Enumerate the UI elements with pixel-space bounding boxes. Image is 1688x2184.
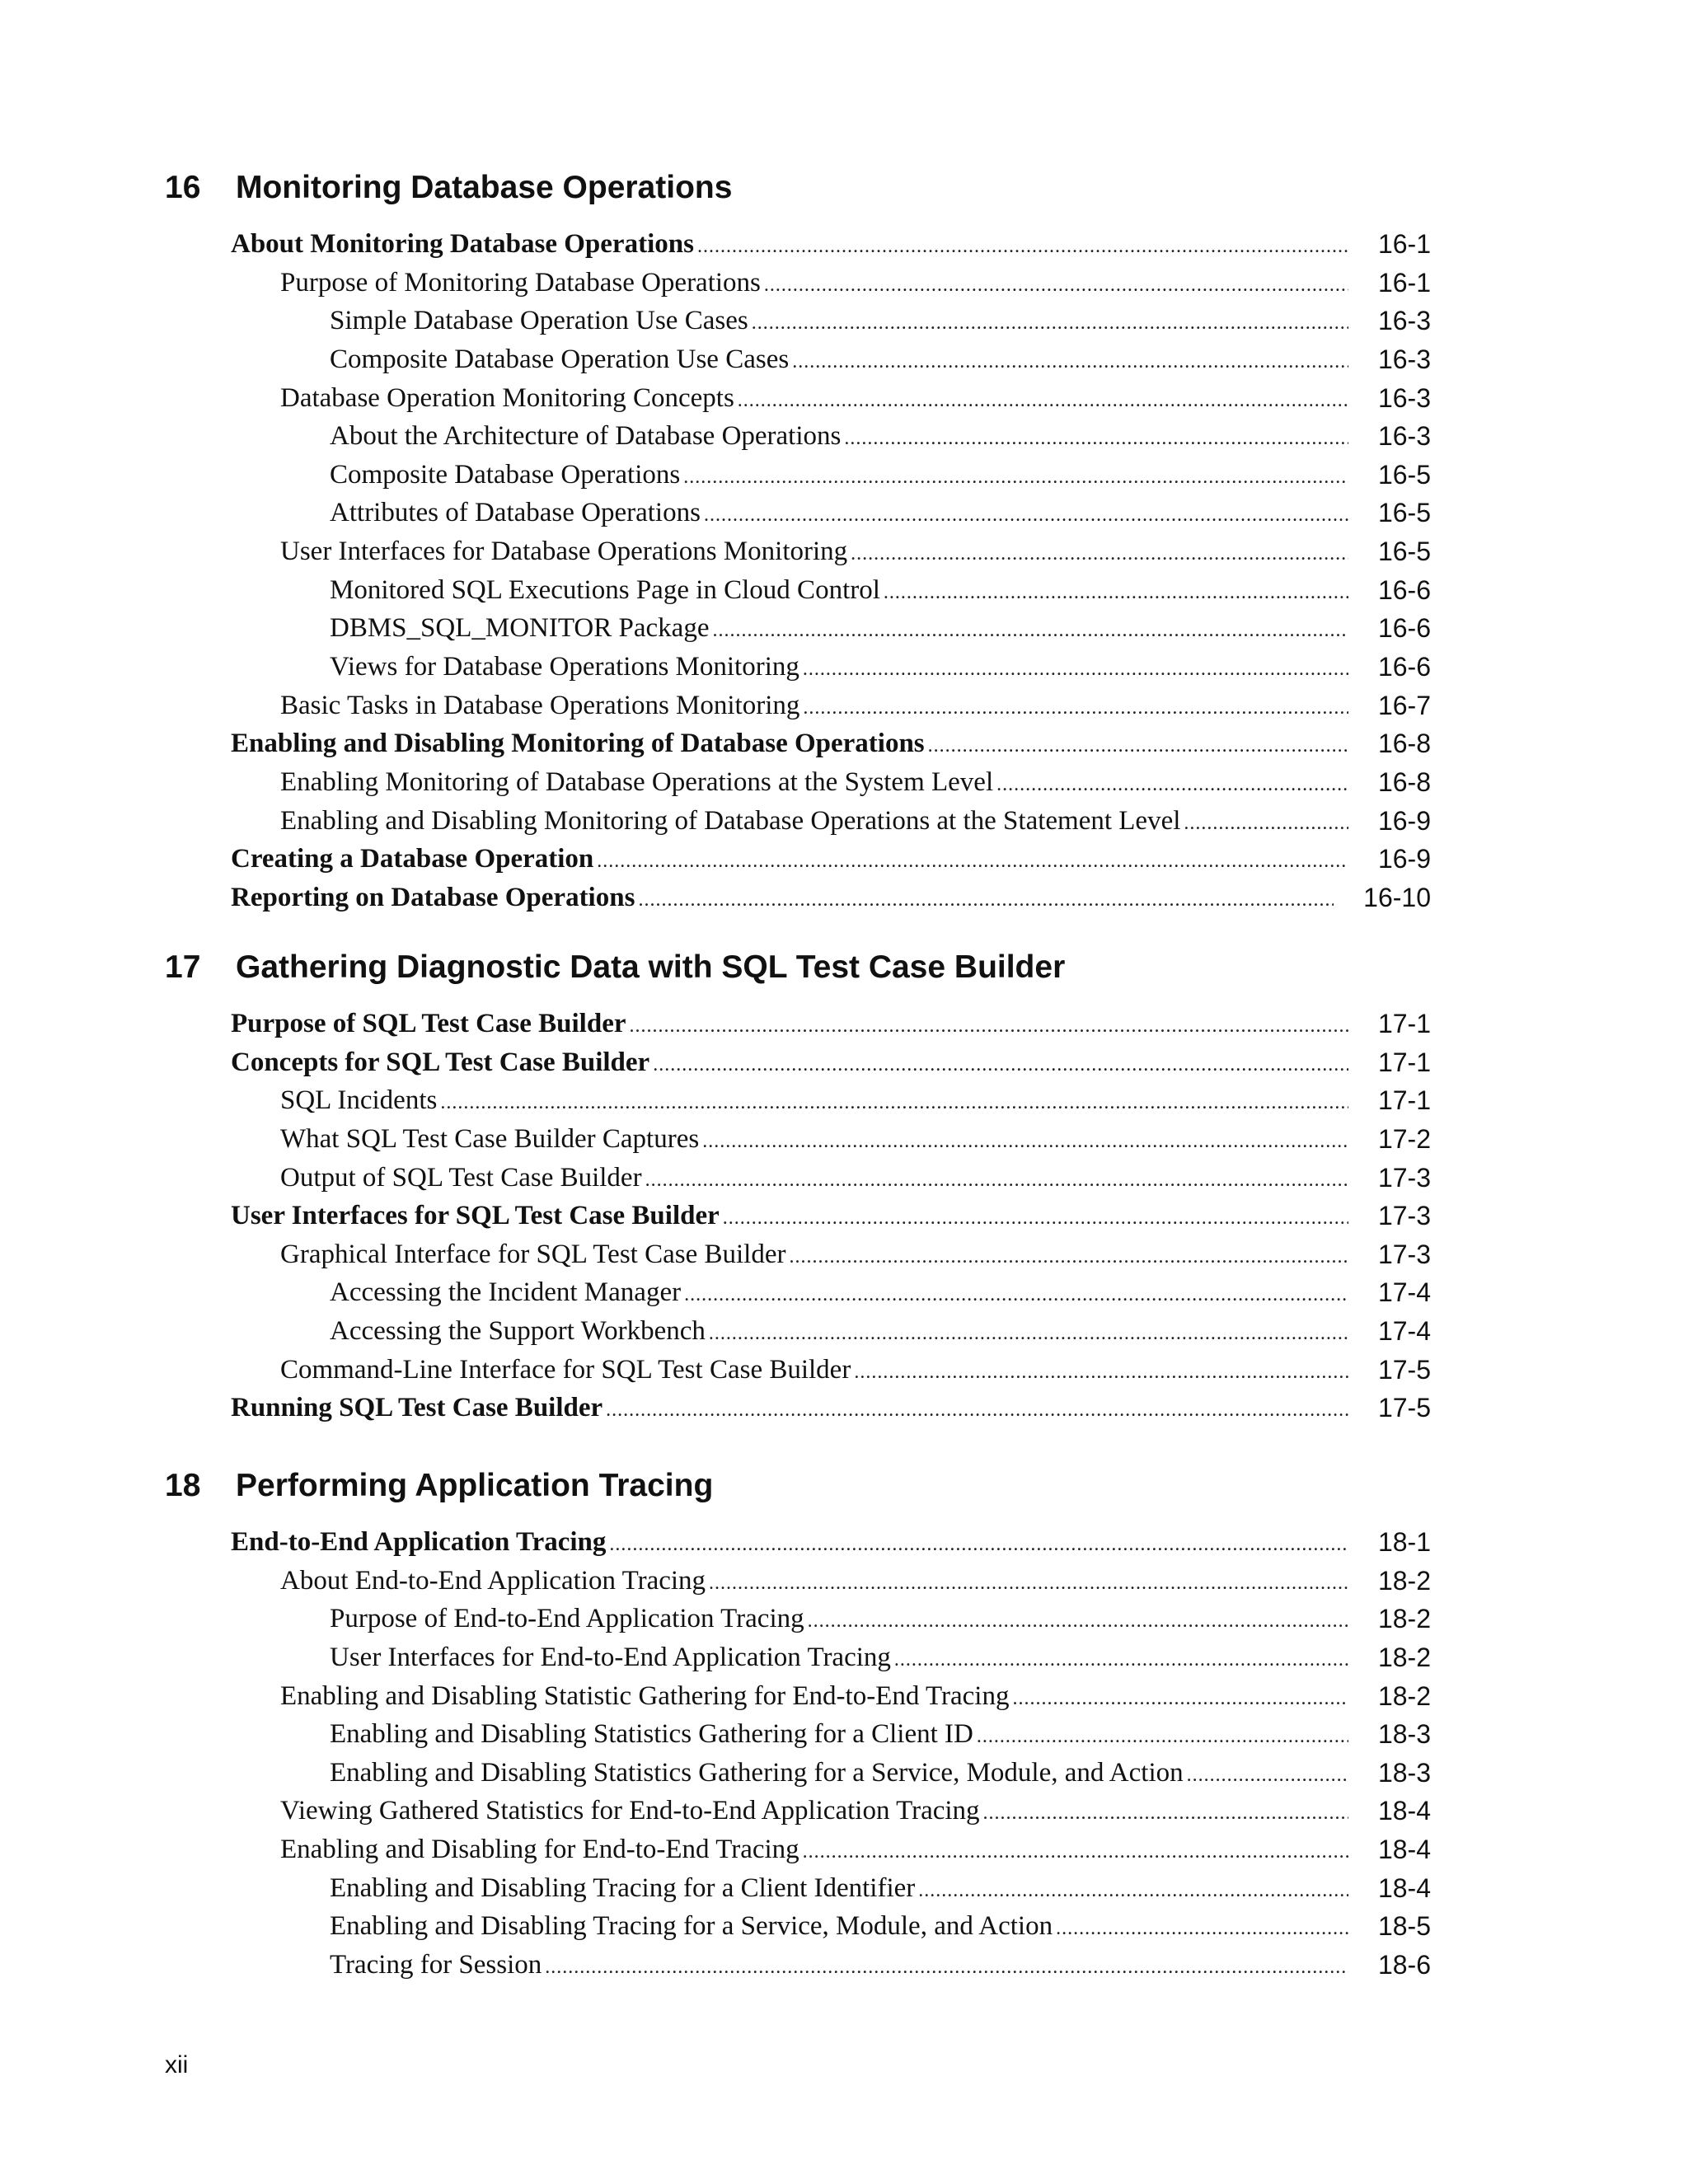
toc-entry[interactable] xyxy=(0,802,1688,841)
toc-entry-title: Enabling and Disabling Statistic Gathering for End-to-End Tracing xyxy=(280,1680,1010,1711)
toc-entry-title: Enabling and Disabling Monitoring of Database Operations xyxy=(231,729,925,759)
toc-entry[interactable] xyxy=(0,763,1688,802)
toc-entry-text xyxy=(280,1830,1348,1871)
toc-page-ref: 17-1 xyxy=(1377,1047,1431,1077)
toc-entry-title: Enabling and Disabling Tracing for a Client Identifier xyxy=(330,1872,916,1903)
toc-entry-title: Database Operation Monitoring Concepts xyxy=(280,382,734,413)
toc-entry-title: Running SQL Test Case Builder xyxy=(231,1393,603,1423)
toc-entry-title: Basic Tasks in Database Operations Monitoring xyxy=(280,690,800,720)
dot-leader xyxy=(844,419,1348,457)
toc-entry-text xyxy=(330,1715,1348,1755)
toc-entry-title: SQL Incidents xyxy=(280,1085,438,1116)
chapter-title: Monitoring Database Operations xyxy=(236,170,733,205)
toc-entry-text xyxy=(330,1600,1348,1640)
toc-page-ref: 17-3 xyxy=(1377,1201,1431,1231)
dot-leader xyxy=(983,1794,1348,1832)
dot-leader xyxy=(894,1641,1348,1679)
toc-entry-title: End-to-End Application Tracing xyxy=(231,1527,607,1557)
toc-entry-title: Purpose of End-to-End Application Tracing xyxy=(330,1604,804,1634)
toc-entry[interactable] xyxy=(0,879,1688,917)
toc-entry[interactable] xyxy=(0,1120,1688,1159)
dot-leader xyxy=(764,266,1348,304)
toc-entry[interactable] xyxy=(0,379,1688,418)
toc-entry-text xyxy=(280,1120,1348,1160)
toc-page-ref: 18-4 xyxy=(1377,1835,1431,1865)
dot-leader xyxy=(1187,1756,1348,1794)
toc-entry-title: Concepts for SQL Test Case Builder xyxy=(231,1047,650,1077)
toc-page-ref: 16-3 xyxy=(1377,306,1431,336)
dot-leader xyxy=(606,1391,1348,1429)
toc-page-ref: 17-1 xyxy=(1377,1009,1431,1038)
toc-entry-text xyxy=(280,1351,1348,1391)
toc-entry[interactable] xyxy=(0,1715,1688,1754)
toc-entry-title: Monitored SQL Executions Page in Cloud Control xyxy=(330,574,880,605)
dot-leader xyxy=(1012,1680,1348,1718)
toc-entry-title: Creating a Database Operation xyxy=(231,844,594,874)
toc-page-ref: 16-9 xyxy=(1377,805,1431,836)
toc-page-ref: 16-3 xyxy=(1377,344,1431,374)
toc-entry[interactable] xyxy=(0,417,1688,456)
toc-entry-text xyxy=(330,494,1348,534)
toc-entry-title: About Monitoring Database Operations xyxy=(231,229,694,259)
toc-entry[interactable] xyxy=(0,609,1688,648)
toc-page-ref: 16-8 xyxy=(1377,766,1431,797)
toc-entry-text xyxy=(280,264,1348,304)
dot-leader xyxy=(638,881,1334,919)
toc-entry-title: Accessing the Support Workbench xyxy=(330,1316,706,1347)
toc-entries xyxy=(0,1523,1688,1985)
toc-page-ref: 18-6 xyxy=(1377,1950,1431,1980)
toc-entry-title: DBMS_SQL_MONITOR Package xyxy=(330,613,710,644)
toc-page-ref: 16-8 xyxy=(1377,729,1431,759)
dot-leader xyxy=(653,1046,1348,1084)
dot-leader xyxy=(683,458,1348,496)
toc-page-ref: 17-2 xyxy=(1377,1123,1431,1154)
chapter-title: Gathering Diagnostic Data with SQL Test Case Builder xyxy=(236,949,1066,985)
toc-entry-text xyxy=(330,302,1348,342)
toc-entry-title: User Interfaces for End-to-End Application Tracing xyxy=(330,1642,891,1672)
toc-page-ref: 18-2 xyxy=(1377,1604,1431,1634)
toc-entry-title: Enabling and Disabling for End-to-End Tracing xyxy=(280,1835,799,1865)
toc-entry[interactable] xyxy=(0,1235,1688,1274)
toc-entry-text xyxy=(231,1197,1348,1237)
toc-entry-title: Attributes of Database Operations xyxy=(330,498,701,528)
toc-page-ref: 18-3 xyxy=(1377,1757,1431,1788)
toc-entry[interactable] xyxy=(0,1081,1688,1120)
toc-entry-text xyxy=(330,1273,1348,1314)
toc-entry[interactable] xyxy=(0,1792,1688,1830)
toc-entry-text xyxy=(330,417,1348,457)
toc-entry-title: About End-to-End Application Tracing xyxy=(280,1565,706,1596)
toc-entry-text xyxy=(231,879,1334,919)
toc-entry-title: Command-Line Interface for SQL Test Case Builder xyxy=(280,1354,851,1385)
dot-leader xyxy=(704,496,1348,534)
toc-entry[interactable] xyxy=(0,1351,1688,1390)
toc-entry-title: Accessing the Incident Manager xyxy=(330,1277,682,1308)
page-number: xii xyxy=(165,2051,189,2079)
toc-entry-title: What SQL Test Case Builder Captures xyxy=(280,1123,700,1154)
toc-entry[interactable] xyxy=(0,225,1688,264)
chapter-heading xyxy=(165,949,1065,987)
toc-entry[interactable] xyxy=(0,1159,1688,1197)
toc-entry-text xyxy=(231,1043,1348,1084)
toc-page-ref: 17-3 xyxy=(1377,1162,1431,1193)
dot-leader xyxy=(597,842,1348,880)
toc-entry[interactable] xyxy=(0,1600,1688,1638)
toc-page-ref: 16-6 xyxy=(1377,574,1431,605)
toc-page-ref: 16-1 xyxy=(1377,229,1431,259)
toc-entry-title: Enabling and Disabling Monitoring of Database Operations at the Statement Level xyxy=(280,805,1181,836)
toc-entry-title: Viewing Gathered Statistics for End-to-End Application Tracing xyxy=(280,1796,980,1826)
dot-leader xyxy=(884,574,1348,612)
toc-entry-text xyxy=(330,340,1348,381)
toc-entry[interactable] xyxy=(0,1907,1688,1946)
toc-entry[interactable] xyxy=(0,302,1688,340)
dot-leader xyxy=(709,1564,1348,1602)
toc-entry-text xyxy=(330,1638,1348,1679)
toc-page-ref: 16-5 xyxy=(1377,537,1431,567)
dot-leader xyxy=(851,535,1348,573)
toc-entry[interactable] xyxy=(0,1312,1688,1351)
toc-entry-text xyxy=(280,379,1348,419)
toc-entry-text xyxy=(330,1754,1348,1794)
toc-page-ref: 16-6 xyxy=(1377,652,1431,682)
toc-page-ref: 18-4 xyxy=(1377,1872,1431,1903)
toc-entry-text xyxy=(231,1005,1348,1045)
dot-leader xyxy=(723,1199,1348,1237)
dot-leader xyxy=(928,727,1348,765)
dot-leader xyxy=(645,1161,1348,1199)
dot-leader xyxy=(789,1238,1348,1276)
toc-entry[interactable] xyxy=(0,264,1688,302)
toc-entry-text xyxy=(280,1792,1348,1832)
toc-entry-text xyxy=(280,763,1348,804)
toc-entry[interactable] xyxy=(0,1043,1688,1082)
toc-entry[interactable] xyxy=(0,340,1688,379)
toc-entry[interactable] xyxy=(0,840,1688,879)
toc-entry-title: User Interfaces for Database Operations Monitoring xyxy=(280,537,848,567)
dot-leader xyxy=(752,304,1348,342)
dot-leader xyxy=(702,1122,1348,1160)
toc-entry-title: Reporting on Database Operations xyxy=(231,882,635,912)
dot-leader xyxy=(977,1718,1348,1755)
toc-page-ref: 16-6 xyxy=(1377,613,1431,644)
toc-entry-title: Output of SQL Test Case Builder xyxy=(280,1162,642,1193)
toc-entry-text xyxy=(330,571,1348,612)
chapter-heading xyxy=(165,1467,713,1505)
toc-entry-text xyxy=(280,1081,1348,1122)
toc-page-ref: 18-2 xyxy=(1377,1680,1431,1711)
toc-entry[interactable] xyxy=(0,1754,1688,1793)
toc-entry-title: Purpose of Monitoring Database Operations xyxy=(280,267,761,298)
toc-entry-title: Enabling and Disabling Statistics Gathering for a Service, Module, and Action xyxy=(330,1757,1184,1788)
toc-entry-text xyxy=(330,456,1348,496)
chapter-number: 17 xyxy=(165,949,201,985)
toc-page-ref: 18-1 xyxy=(1377,1527,1431,1557)
toc-entry-title: Simple Database Operation Use Cases xyxy=(330,306,748,336)
toc-entry[interactable] xyxy=(0,494,1688,532)
toc-entry[interactable] xyxy=(0,1273,1688,1312)
toc-page-ref: 18-2 xyxy=(1377,1565,1431,1596)
toc-entry[interactable] xyxy=(0,1562,1688,1601)
dot-leader xyxy=(808,1602,1348,1640)
toc-entry-text xyxy=(231,840,1348,880)
dot-leader xyxy=(697,227,1348,265)
toc-page-ref: 18-5 xyxy=(1377,1911,1431,1942)
toc-entry-text xyxy=(330,648,1348,688)
toc-entry-title: About the Architecture of Database Operations xyxy=(330,421,842,452)
toc-page-ref: 16-5 xyxy=(1377,459,1431,490)
toc-page-ref: 16-10 xyxy=(1363,882,1431,912)
dot-leader xyxy=(712,612,1348,649)
toc-entry-text xyxy=(231,1523,1348,1563)
toc-entry-title: Enabling and Disabling Statistics Gathering for a Client ID xyxy=(330,1719,973,1750)
toc-entry[interactable] xyxy=(0,1946,1688,1985)
toc-page-ref: 18-4 xyxy=(1377,1796,1431,1826)
toc-entry[interactable] xyxy=(0,1677,1688,1716)
toc-entries xyxy=(0,225,1688,917)
toc-entry[interactable] xyxy=(0,1638,1688,1677)
toc-entry[interactable] xyxy=(0,724,1688,763)
toc-entry-title: Tracing for Session xyxy=(330,1950,542,1980)
dot-leader xyxy=(684,1276,1348,1314)
toc-page-ref: 18-2 xyxy=(1377,1642,1431,1672)
toc-entry-title: Composite Database Operation Use Cases xyxy=(330,344,790,374)
toc-page-ref: 17-5 xyxy=(1377,1393,1431,1423)
dot-leader xyxy=(854,1353,1348,1391)
toc-entry[interactable] xyxy=(0,571,1688,610)
toc-entry-text xyxy=(280,1562,1348,1602)
toc-entry-text xyxy=(330,609,1348,649)
toc-entry-text xyxy=(330,1907,1348,1947)
dot-leader xyxy=(803,689,1348,727)
toc-entry-text xyxy=(280,687,1348,727)
toc-entry-title: Enabling and Disabling Tracing for a Service, Module, and Action xyxy=(330,1911,1053,1942)
toc-entry-title: Graphical Interface for SQL Test Case Builder xyxy=(280,1239,786,1269)
dot-leader xyxy=(738,382,1348,419)
toc-entry[interactable] xyxy=(0,1389,1688,1427)
toc-entry[interactable] xyxy=(0,1005,1688,1043)
toc-entry-text xyxy=(280,532,1348,573)
toc-entries xyxy=(0,1005,1688,1427)
toc-page-ref: 17-3 xyxy=(1377,1239,1431,1269)
dot-leader xyxy=(803,1833,1348,1871)
dot-leader xyxy=(792,343,1348,381)
toc-entry-text xyxy=(280,802,1348,842)
toc-page-ref: 18-3 xyxy=(1377,1719,1431,1750)
toc-page-ref: 16-1 xyxy=(1377,267,1431,298)
toc-entry[interactable] xyxy=(0,648,1688,687)
toc-entry-text xyxy=(231,225,1348,265)
toc-entry[interactable] xyxy=(0,532,1688,571)
toc-entry-text xyxy=(280,1677,1348,1718)
toc-entry[interactable] xyxy=(0,1869,1688,1908)
dot-leader xyxy=(709,1315,1348,1352)
dot-leader xyxy=(803,650,1348,688)
chapter-heading xyxy=(165,169,732,207)
toc-page-ref: 16-7 xyxy=(1377,690,1431,720)
toc-entry[interactable] xyxy=(0,687,1688,725)
dot-leader xyxy=(609,1526,1348,1563)
chapter-title: Performing Application Tracing xyxy=(236,1468,714,1503)
toc-entry-text xyxy=(231,1389,1348,1429)
toc-entry-title: Purpose of SQL Test Case Builder xyxy=(231,1009,626,1038)
toc-page-ref: 16-5 xyxy=(1377,498,1431,528)
toc-entry-text xyxy=(330,1312,1348,1352)
toc-entry-text xyxy=(280,1159,1348,1199)
chapter-number: 16 xyxy=(165,170,201,205)
toc-entry-text xyxy=(330,1946,1348,1986)
toc-entry-text xyxy=(280,1235,1348,1276)
dot-leader xyxy=(629,1007,1348,1045)
toc-entry-title: Composite Database Operations xyxy=(330,459,681,490)
toc-entry-title: Views for Database Operations Monitoring xyxy=(330,652,799,682)
toc-page-ref: 16-3 xyxy=(1377,421,1431,452)
dot-leader xyxy=(1184,804,1348,842)
dot-leader xyxy=(545,1948,1348,1986)
dot-leader xyxy=(918,1872,1348,1910)
toc-entry[interactable] xyxy=(0,1523,1688,1562)
toc-entry[interactable] xyxy=(0,1830,1688,1869)
toc-entry-text xyxy=(231,724,1348,765)
toc-page-ref: 17-4 xyxy=(1377,1277,1431,1308)
toc-page-ref: 16-9 xyxy=(1377,844,1431,874)
toc-page-ref: 17-1 xyxy=(1377,1085,1431,1116)
toc-page-ref: 17-5 xyxy=(1377,1354,1431,1385)
toc-entry-title: Enabling Monitoring of Database Operations at the System Level xyxy=(280,766,994,797)
toc-entry-text xyxy=(330,1869,1348,1910)
toc-entry[interactable] xyxy=(0,456,1688,494)
dot-leader xyxy=(1056,1910,1348,1947)
toc-page-ref: 17-4 xyxy=(1377,1316,1431,1347)
toc-entry-title: User Interfaces for SQL Test Case Builder xyxy=(231,1201,720,1231)
chapter-number: 18 xyxy=(165,1468,201,1503)
dot-leader xyxy=(440,1084,1348,1122)
dot-leader xyxy=(996,766,1348,804)
toc-entry[interactable] xyxy=(0,1197,1688,1235)
toc-page-ref: 16-3 xyxy=(1377,382,1431,413)
